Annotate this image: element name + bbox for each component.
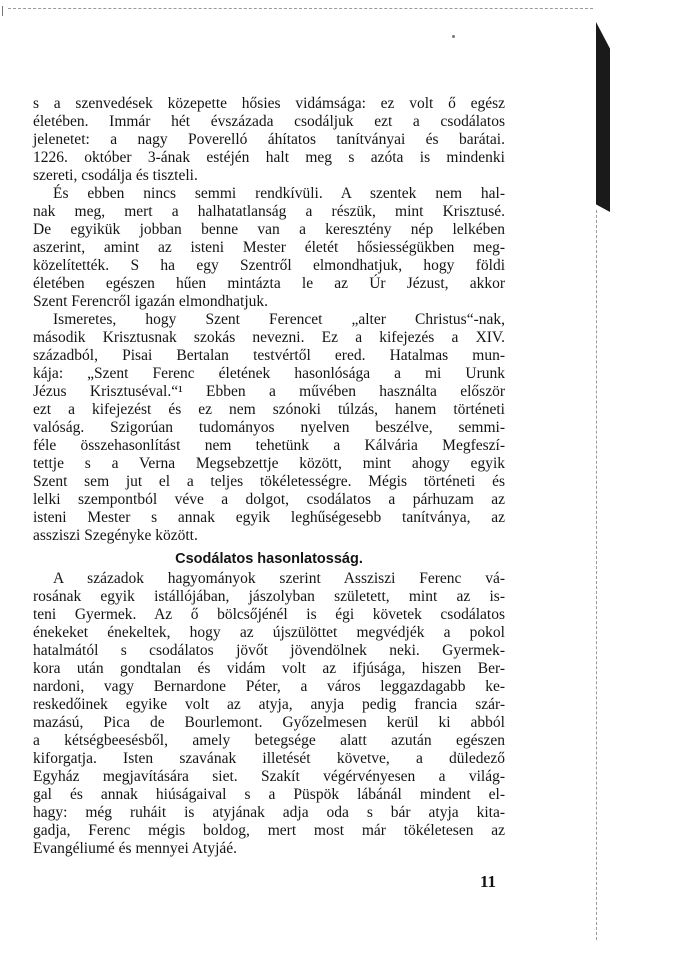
- text-line: nardoni, vagy Bernardone Péter, a város leggazdagabb ke-: [33, 678, 505, 695]
- text-line: mazású, Pica de Bourlemont. Győzelmesen kerül ki abból: [33, 714, 505, 731]
- text-line: második Krisztusnak szokás nevezni. Ez a kifejezés a XIV.: [33, 329, 505, 346]
- text-line: gal és annak hiúságaival s a Püspök lábánál mindent el-: [33, 786, 505, 803]
- page-edge-line: [596, 210, 597, 940]
- text-line: kája: „Szent Ferenc életének hasonlósága a mi Urunk: [33, 365, 505, 382]
- text-line: Evangéliumé és mennyei Atyjáé.: [33, 840, 238, 857]
- text-line: assziszi Szegényke között.: [33, 527, 198, 544]
- text-line: De egyikük jobban benne van a keresztény nép lelkében: [33, 221, 505, 238]
- text-line: életében egészen hűen mintázta le az Úr Jézust, akkor: [33, 275, 505, 292]
- text-line: kora után gondtalan és vidám volt az ifjúsága, hiszen Ber-: [33, 660, 505, 677]
- text-line: Szent sem jut el a teljes tökéletességre. Mégis történeti és: [33, 473, 505, 490]
- text-line: a kétségbeesésből, amely betegsége alatt azután egészen: [33, 732, 505, 749]
- scan-speck: [452, 35, 455, 38]
- text-line: rosának egyik istállójában, jászolyban született, mint az is-: [33, 588, 505, 605]
- text-line: hagy: még ruháit is atyjának adja oda s bár atyja kita-: [33, 804, 505, 821]
- text-line: Ismeretes, hogy Szent Ferencet „alter Christus“-nak,: [53, 311, 505, 328]
- text-line: És ebben nincs semmi rendkívüli. A szentek nem hal-: [53, 185, 505, 202]
- scan-edge-mark: [2, 6, 3, 16]
- paragraphs-before-heading: [33, 95, 505, 545]
- text-line: gadja, Ferenc mégis boldog, mert most már tökéletesen az: [33, 822, 505, 839]
- text-line: lelki szempontból véve a dolgot, csodálatos a párhuzam az: [33, 491, 505, 508]
- paragraph: [33, 311, 505, 545]
- scan-edge-line: [8, 8, 593, 9]
- text-line: féle összehasonlítást nem tehetünk a Kálvária Megfeszí-: [33, 437, 505, 454]
- paragraph: [33, 570, 505, 858]
- text-line: Egyház megjavítására siet. Szakít végérvényesen a világ-: [33, 768, 505, 785]
- paragraph: [33, 185, 505, 311]
- text-line: Jézus Krisztuséval.“¹ Ebben a művében használta először: [33, 383, 505, 400]
- text-line: közelítették. S ha egy Szentről elmondhatjuk, hogy földi: [33, 257, 505, 274]
- section-heading: Csodálatos hasonlatosság.: [175, 551, 363, 567]
- text-line: életében. Immár hét évszázada csodáljuk ezt a csodálatos: [33, 113, 505, 130]
- text-line: A századok hagyományok szerint Assziszi Ferenc vá-: [53, 570, 505, 587]
- text-line: 1226. október 3-ának estéjén halt meg s azóta is mindenki: [33, 149, 505, 166]
- text-line: kiforgatja. Isten szavának illetését követve, a düledező: [33, 750, 505, 767]
- text-line: reskedőinek egyike volt az atyja, anyja pedig francia szár-: [33, 696, 505, 713]
- paragraph: [33, 95, 505, 185]
- text-line: hatalmától s csodálatos jövőt jövendölnek neki. Gyermek-: [33, 642, 505, 659]
- paragraphs-after-heading: [33, 570, 505, 858]
- body-text: [33, 95, 505, 858]
- text-line: ezt a kifejezést és ez nem szónoki túlzás, hanem történeti: [33, 401, 505, 418]
- text-line: énekeket énekeltek, hogy az újszülöttet megvédjék a pokol: [33, 624, 505, 641]
- text-line: Szent Ferencről igazán elmondhatjuk.: [33, 293, 269, 310]
- text-line: teni Gyermek. Az ő bölcsőjénél is égi követek csodálatos: [33, 606, 505, 623]
- text-line: jelenetet: a nagy Poverelló áhítatos tanítványai és barátai.: [33, 131, 505, 148]
- text-line: valóság. Szigorúan tudományos nyelven beszélve, semmi-: [33, 419, 505, 436]
- page-binding-shadow: [596, 22, 610, 212]
- text-line: szereti, csodálja és tiszteli.: [33, 167, 198, 184]
- text-line: tettje s a Verna Megsebzettje között, mint ahogy egyik: [33, 455, 505, 472]
- page-number: 11: [480, 872, 497, 891]
- text-line: isteni Mester s annak egyik leghűségesebb tanítványa, az: [33, 509, 505, 526]
- text-line: nak meg, mert a halhatatlanság a részük, mint Krisztusé.: [33, 203, 505, 220]
- text-line: századból, Pisai Bertalan testvértől ered. Hatalmas mun-: [33, 347, 505, 364]
- text-line: s a szenvedések közepette hősies vidámsága: ez volt ő egész: [33, 95, 505, 112]
- text-line: aszerint, amint az isteni Mester életét hősiességükben meg-: [33, 239, 505, 256]
